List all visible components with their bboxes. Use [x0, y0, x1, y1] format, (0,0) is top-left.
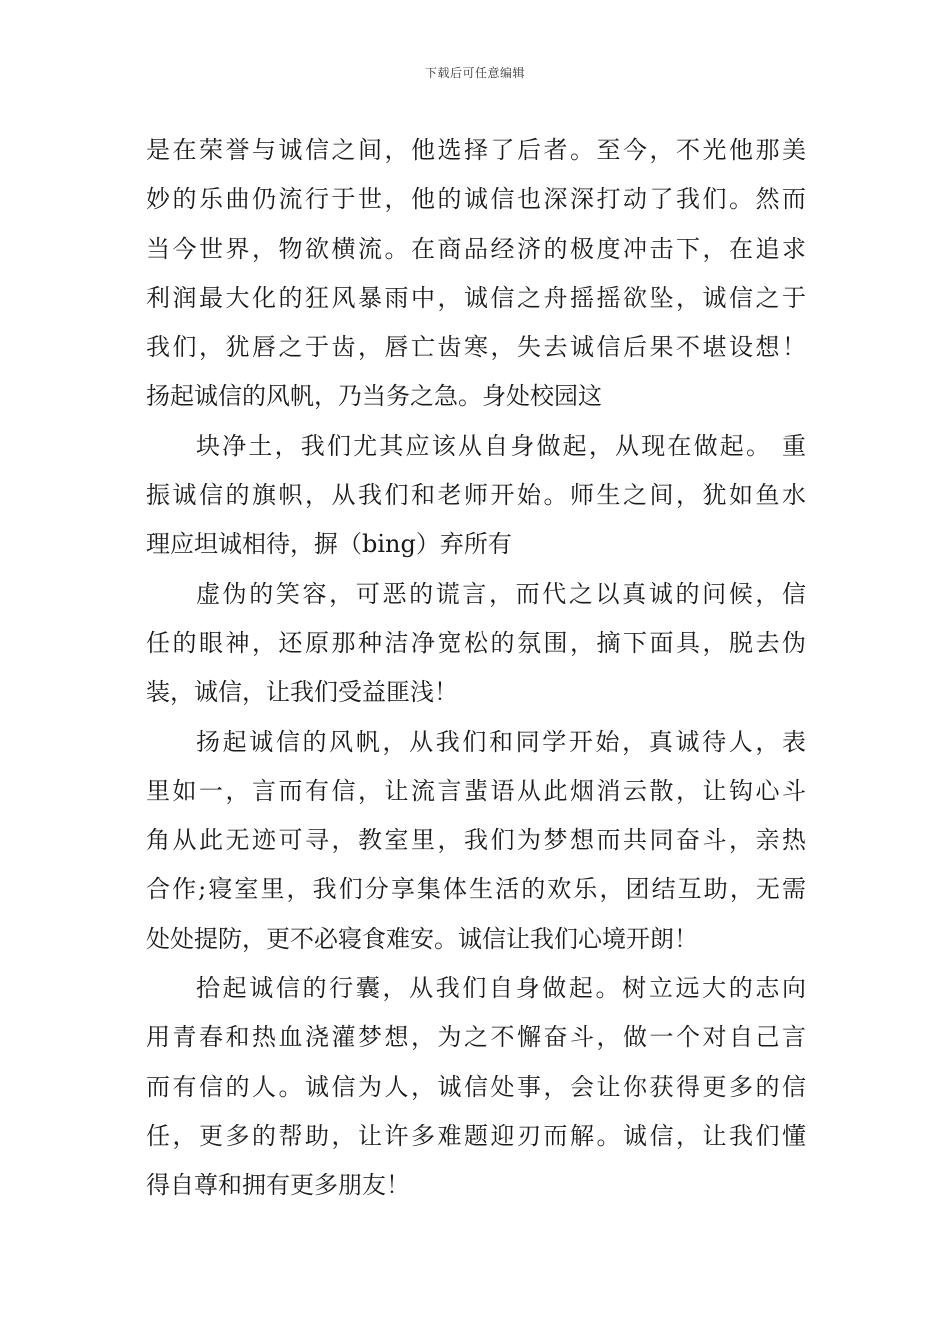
paragraph-4 [146, 718, 806, 964]
text-line: 块净土，我们尤其应该从自身做起，从现在做起。 重 [196, 431, 806, 460]
text-line: 处处提防，更不必寝食难安。诚信让我们心境开朗！ [146, 924, 698, 953]
text-line: 得自尊和拥有更多朋友！ [146, 1171, 410, 1200]
text-line: 扬起诚信的风帆，乃当务之急。身处校园这 [146, 382, 602, 411]
text-line: 用青春和热血浇灌梦想，为之不懈奋斗，做一个对自己言 [146, 1023, 806, 1052]
text-line: 利润最大化的狂风暴雨中，诚信之舟摇摇欲坠，诚信之于 [146, 283, 806, 312]
text-line: 理应坦诚相待，摒（bing）弃所有 [146, 530, 512, 559]
text-line: 振诚信的旗帜，从我们和老师开始。师生之间，犹如鱼水 [146, 481, 806, 510]
paragraph-3 [146, 570, 806, 718]
text-line: 当今世界，物欲横流。在商品经济的极度冲击下，在追求 [146, 234, 806, 263]
paragraph-2 [146, 422, 806, 570]
text-line: 妙的乐曲仍流行于世，他的诚信也深深打动了我们。然而 [146, 185, 806, 214]
paragraph-1 [146, 126, 806, 422]
text-line: 拾起诚信的行囊，从我们自身做起。树立远大的志向 [196, 974, 806, 1003]
paragraph-5 [146, 964, 806, 1210]
text-line: 合作;寝室里，我们分享集体生活的欢乐，团结互助，无需 [146, 875, 806, 904]
text-line: 是在荣誉与诚信之间，他选择了后者。至今，不光他那美 [146, 136, 806, 164]
text-line: 任的眼神，还原那种洁净宽松的氛围，摘下面具，脱去伪 [146, 628, 806, 657]
text-line: 任，更多的帮助，让许多难题迎刃而解。诚信，让我们懂 [146, 1121, 806, 1150]
text-line: 我们，犹唇之于齿，唇亡齿寒，失去诚信后果不堪设想！ [146, 333, 806, 362]
document-body [146, 126, 806, 1211]
page-header: 下载后可任意编辑 [424, 66, 525, 80]
text-line: 而有信的人。诚信为人，诚信处事，会让你获得更多的信 [146, 1072, 806, 1101]
text-line: 里如一，言而有信，让流言蜚语从此烟消云散，让钩心斗 [146, 776, 806, 805]
text-line: 扬起诚信的风帆，从我们和同学开始，真诚待人，表 [196, 727, 806, 756]
text-line: 装，诚信，让我们受益匪浅！ [146, 678, 458, 707]
text-line: 角从此无迹可寻，教室里，我们为梦想而共同奋斗，亲热 [146, 826, 806, 855]
text-line: 虚伪的笑容，可恶的谎言，而代之以真诚的问候，信 [196, 579, 806, 608]
